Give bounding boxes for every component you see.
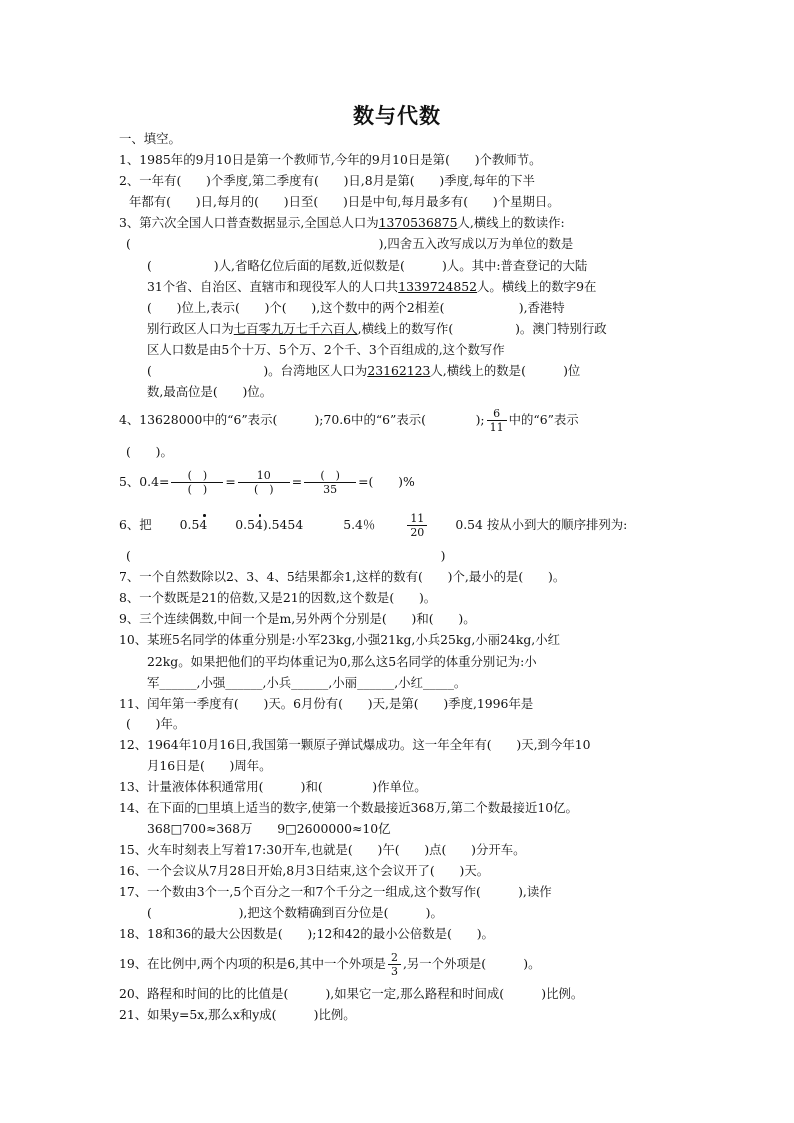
equals-sign: =: [291, 474, 303, 489]
fraction-denominator: ( ): [253, 483, 274, 496]
q3-text: ( )。台湾地区人口为: [147, 363, 368, 378]
question-12-line-2: 月16日是( )周年。: [147, 758, 272, 773]
question-3-line-7: 区人口数是由5个十万、5个万、2个千、3个百组成的,这个数写作: [147, 342, 505, 357]
equals-sign: =: [225, 474, 236, 489]
question-14-line-1: 14、在下面的□里填上适当的数字,使第一个数最接近368万,第二个数最接近10亿。: [119, 800, 578, 815]
decimal-5454: ).5454: [262, 517, 304, 532]
question-15: 15、火车时刻表上写着17:30开车,也就是( )午( )点( )分开车。: [119, 842, 526, 857]
fraction-numerator: 2: [388, 951, 401, 965]
q4-text: 中的“6”表示: [508, 412, 579, 427]
fraction-denominator: 3: [390, 965, 398, 978]
q3-text: 31个省、自治区、直辖市和现役军人的人口共: [147, 279, 399, 294]
fraction-numerator: ( ): [171, 469, 223, 483]
question-3-line-6: [147, 321, 607, 337]
question-13: 13、计量液体体积通常用( )和( )作单位。: [119, 779, 427, 794]
question-17-line-2: ( ),把这个数精确到百分位是( )。: [147, 905, 443, 920]
question-5: [119, 469, 415, 496]
question-3-line-2: ( ),四舍五入改写成以万为单位的数是: [126, 236, 574, 251]
q5-text: =( )%: [358, 474, 415, 489]
question-10-line-2: 22kg。如果把他们的平均体重记为0,那么这5名同学的体重分别记为:小: [147, 654, 537, 669]
q3-text: 3、第六次全国人口普查数据显示,全国总人口为: [119, 215, 379, 230]
question-11-line-2: ( )年。: [126, 716, 186, 731]
q19-text: 19、在比例中,两个内项的积是6,其中一个外项是: [119, 956, 386, 971]
q3-underlined-words: 七百零九万七千六百人: [233, 321, 358, 336]
repeating-decimal-1: [180, 517, 208, 532]
question-19: [119, 951, 540, 978]
fraction-denominator: 11: [489, 421, 504, 434]
question-9: 9、三个连续偶数,中间一个是m,另外两个分别是( )和( )。: [119, 611, 476, 626]
question-6-line-2: ( ): [126, 548, 446, 563]
fraction-denominator: 35: [323, 483, 338, 496]
fraction-2-3: [388, 951, 401, 978]
question-11-line-1: 11、闰年第一季度有( )天。6月份有( )天,是第( )季度,1996年是: [119, 696, 534, 711]
fraction-6-11: [487, 407, 507, 434]
fraction-numerator: 6: [487, 407, 507, 421]
section-heading: 一、填空。: [119, 131, 181, 146]
fraction-denominator: ( ): [187, 483, 208, 496]
fraction-11-20: [407, 512, 427, 539]
question-7: 7、一个自然数除以2、3、4、5结果都余1,这样的数有( )个,最小的是( )。: [119, 569, 566, 584]
question-10-line-1: 10、某班5名同学的体重分别是:小军23kg,小强21kg,小兵25kg,小丽24kg,小红: [119, 632, 560, 647]
question-2-line-1: 2、一年有( )个季度,第二季度有( )日,8月是第( )季度,每年的下半: [119, 173, 535, 188]
question-3-line-9: 数,最高位是( )位。: [147, 384, 273, 399]
q3-underlined-number: 23162123: [367, 363, 431, 378]
question-20: 20、路程和时间的比的比值是( ),如果它一定,那么路程和时间成( )比例。: [119, 986, 584, 1001]
question-12-line-1: 12、1964年10月16日,我国第一颗原子弹试爆成功。这一年全年有( )天,到今年10: [119, 737, 591, 752]
decimal-part: 0.5: [235, 517, 255, 532]
q3-text: 人,横线上的数是( )位: [430, 363, 581, 378]
percent-value: 5.4％: [343, 517, 376, 532]
q3-text: 别行政区人口为: [147, 321, 234, 336]
question-4-line-2: ( )。: [126, 444, 173, 459]
q19-text: ,另一个外项是( )。: [402, 956, 541, 971]
q3-text: 人。横线上的数字9在: [477, 279, 597, 294]
question-17-line-1: 17、一个数由3个一,5个百分之一和7个千分之一组成,这个数写作( ),读作: [119, 884, 552, 899]
fraction-numerator: 11: [407, 512, 427, 526]
q3-underlined-number: 1339724852: [398, 279, 478, 294]
question-8: 8、一个数既是21的倍数,又是21的因数,这个数是( )。: [119, 590, 437, 605]
repeating-digit: 4: [255, 517, 263, 532]
question-1: 1、1985年的9月10日是第一个教师节,今年的9月10日是第( )个教师节。: [119, 152, 542, 167]
question-10-line-3: 军______,小强______,小兵______,小丽______,小红_____。: [147, 675, 467, 690]
question-3-line-3: ( )人,省略亿位后面的尾数,近似数是( )人。其中:普查登记的大陆: [147, 258, 588, 273]
question-18: 18、18和36的最大公因数是( );12和42的最小公倍数是( )。: [119, 926, 494, 941]
q6-text: 0.54 按从小到大的顺序排列为:: [455, 517, 628, 532]
fraction-10: [238, 469, 290, 496]
question-3-line-5: ( )位上,表示( )个( ),这个数中的两个2相差( ),香港特: [147, 300, 565, 315]
fraction-numerator: 10: [238, 469, 290, 483]
repeating-decimal-2: [235, 517, 263, 532]
question-3-line-1: [119, 215, 565, 231]
question-21: 21、如果y=5x,那么x和y成( )比例。: [119, 1007, 356, 1022]
q3-text: ,横线上的数写作( )。澳门特别行政: [357, 321, 607, 336]
question-4-line-1: [119, 407, 579, 434]
repeating-digit: 4: [199, 517, 208, 532]
q3-text: 人,横线上的数读作:: [457, 215, 565, 230]
fraction-blank: [171, 469, 223, 496]
question-6-line-1: [119, 512, 627, 539]
fraction-35: [304, 469, 356, 496]
q3-underlined-number: 1370536875: [378, 215, 458, 230]
q5-text: 5、0.4=: [119, 474, 170, 489]
decimal-part: 0.5: [179, 517, 200, 532]
question-16: 16、一个会议从7月28日开始,8月3日结束,这个会议开了( )天。: [119, 863, 490, 878]
question-14-line-2: 368□700≈368万 9□2600000≈10亿: [147, 821, 391, 836]
question-2-line-2: 年都有( )日,每月的( )日至( )日是中旬,每月最多有( )个星期日。: [129, 194, 560, 209]
q6-text: 6、把: [119, 517, 152, 532]
question-3-line-8: [147, 363, 580, 379]
q4-text: 4、13628000中的“6”表示( );70.6中的“6”表示( );: [119, 412, 485, 427]
page-title: 数与代数: [353, 103, 441, 128]
fraction-numerator: ( ): [304, 469, 356, 483]
question-3-line-4: [147, 279, 596, 295]
fraction-denominator: 20: [410, 526, 425, 539]
